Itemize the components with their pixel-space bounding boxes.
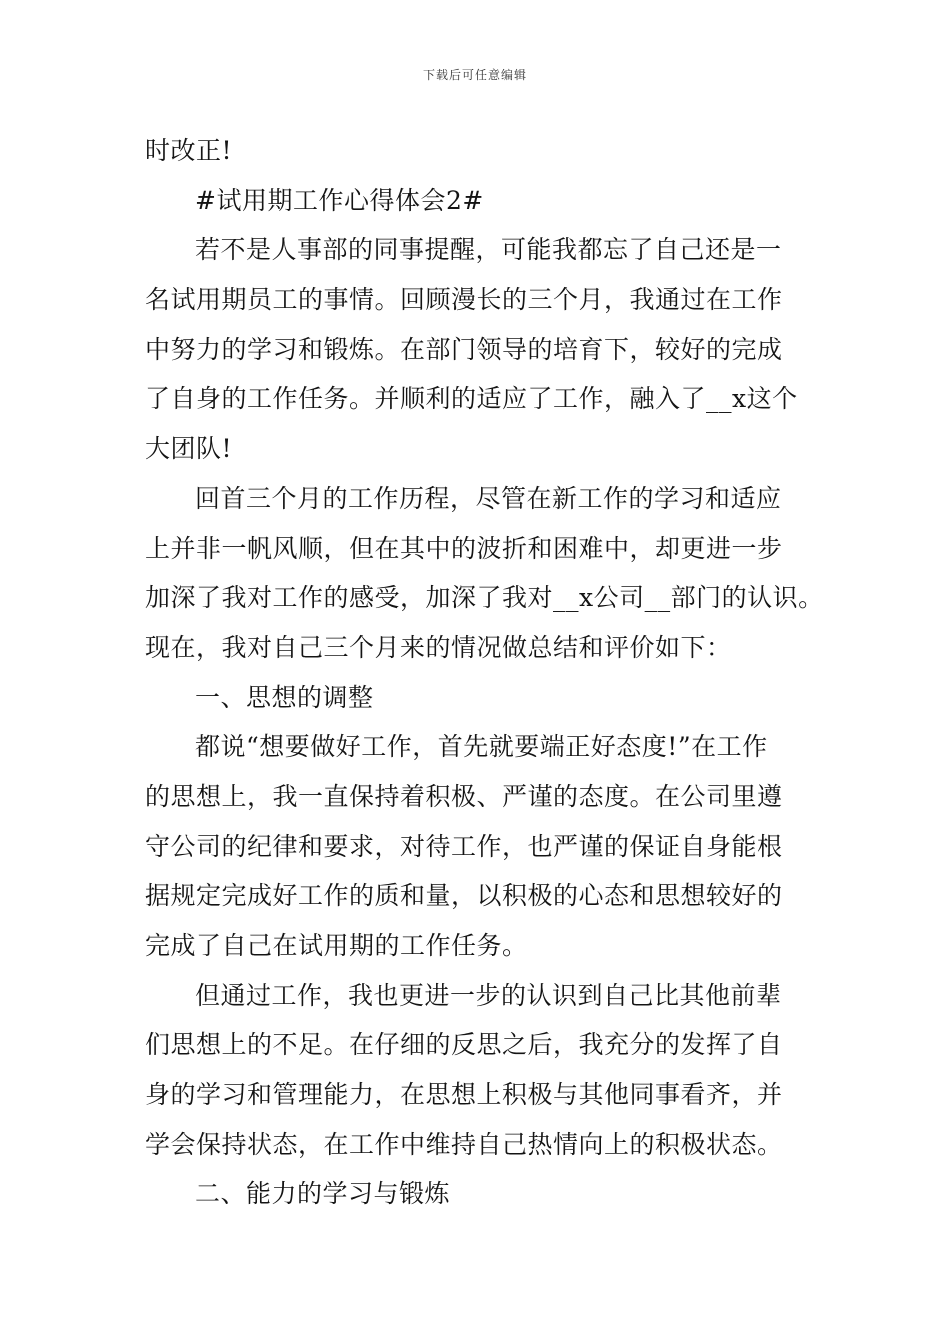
text-line: 学会保持状态，在工作中维持自己热情向上的积极状态。	[145, 1129, 783, 1159]
text-line: 完成了自己在试用期的工作任务。	[145, 931, 528, 960]
text-line: 加深了我对工作的感受，加深了我对__x公司__部门的认识。	[145, 583, 824, 613]
text-line: 了自身的工作任务。并顺利的适应了工作，融入了__x这个	[145, 384, 798, 414]
text-line: 时改正!	[145, 136, 233, 165]
text-line: 中努力的学习和锻炼。在部门领导的培育下，较好的完成	[145, 334, 783, 364]
text-line: 但通过工作，我也更进一步的认识到自己比其他前辈	[195, 980, 782, 1010]
text-line: 的思想上，我一直保持着积极、严谨的态度。在公司里遵	[145, 781, 783, 811]
text-line: 一、思想的调整	[195, 682, 374, 712]
text-line: 现在，我对自己三个月来的情况做总结和评价如下：	[145, 632, 732, 662]
text-line: 身的学习和管理能力，在思想上积极与其他同事看齐，并	[145, 1080, 783, 1110]
text-line: 回首三个月的工作历程，尽管在新工作的学习和适应	[195, 483, 782, 513]
text-line: 二、能力的学习与锻炼	[195, 1179, 451, 1209]
text-line: 上并非一帆风顺，但在其中的波折和困难中，却更进一步	[145, 533, 783, 563]
text-line: 守公司的纪律和要求，对待工作，也严谨的保证自身能根	[145, 831, 783, 861]
text-line: 若不是人事部的同事提醒，可能我都忘了自己还是一	[195, 235, 782, 265]
text-line: #试用期工作心得体会2#	[195, 185, 484, 215]
text-line: 们思想上的不足。在仔细的反思之后，我充分的发挥了自	[145, 1030, 783, 1060]
text-line: 据规定完成好工作的质和量，以积极的心态和思想较好的	[145, 881, 783, 911]
page-header: 下载后可任意编辑	[422, 68, 527, 82]
text-line: 大团队!	[145, 434, 233, 464]
text-line: 名试用期员工的事情。回顾漫长的三个月，我通过在工作	[145, 285, 783, 315]
document-body	[145, 126, 824, 1219]
text-line: 都说“想要做好工作，首先就要端正好态度!”在工作	[195, 732, 768, 762]
